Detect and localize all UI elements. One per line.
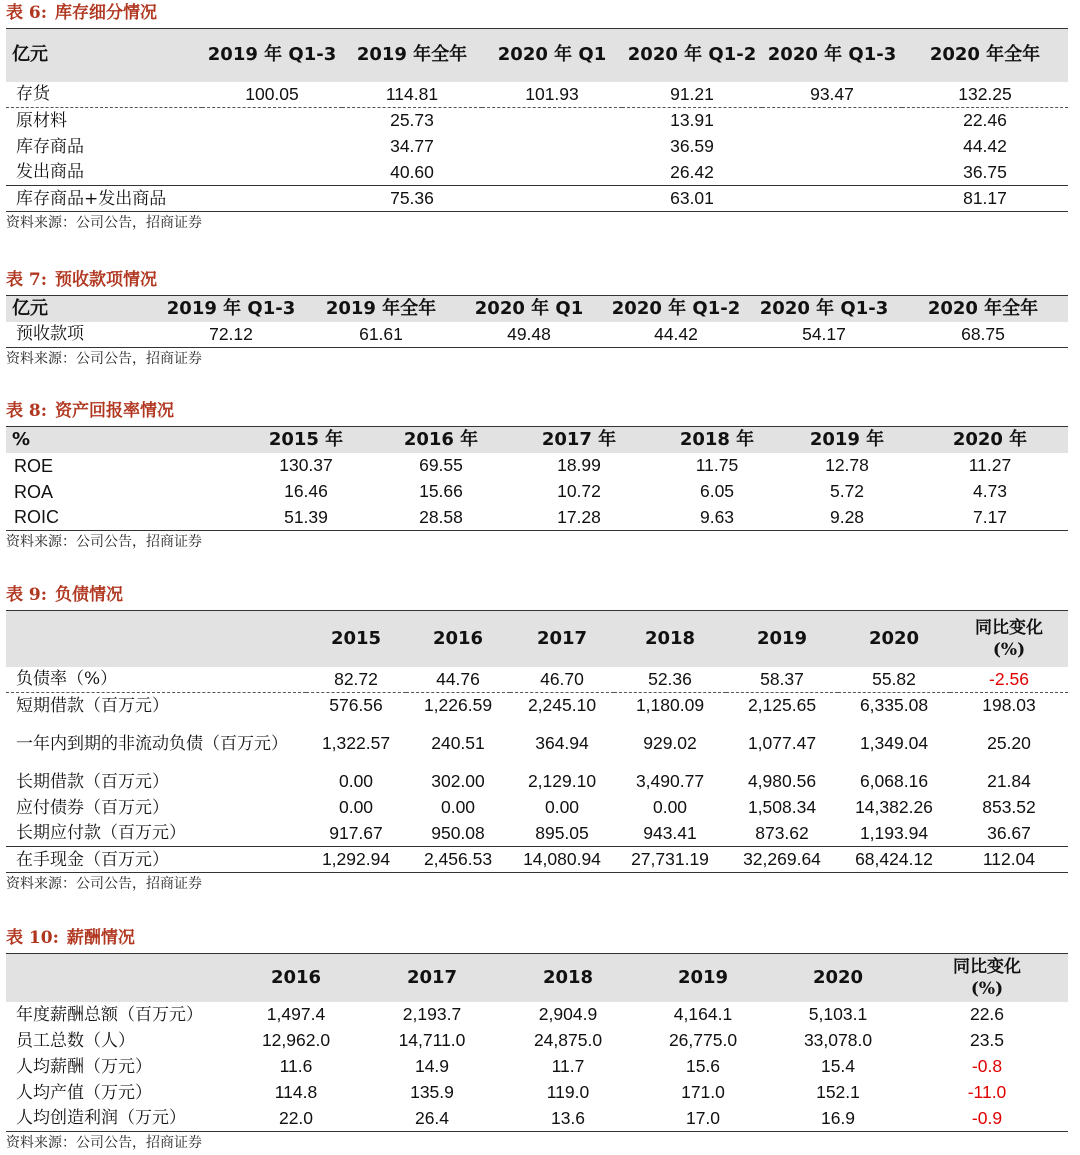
cell: 0.00	[652, 797, 688, 817]
cell: 40.60	[390, 161, 434, 182]
cell: 0.00	[544, 797, 580, 817]
row-label: ROIC	[14, 507, 59, 528]
cell	[482, 160, 622, 186]
cell: 68,424.12	[855, 849, 933, 869]
table-row	[6, 1080, 1068, 1106]
cell: 11.6	[279, 1056, 313, 1076]
cell: 26,775.0	[668, 1030, 738, 1050]
table-8-title: 表 8: 资产回报率情况	[6, 401, 175, 421]
table-7-section	[6, 267, 1068, 370]
cell: 4,164.1	[673, 1004, 733, 1024]
cell: 12.78	[825, 455, 869, 475]
cell	[762, 160, 902, 186]
row-label: 年度薪酬总额（百万元）	[16, 1004, 203, 1025]
cell: 17.0	[685, 1107, 721, 1128]
cell: 24,875.0	[533, 1030, 603, 1050]
row-label: 员工总数（人）	[16, 1030, 135, 1051]
cell: 22.0	[278, 1107, 314, 1128]
cell: 15.66	[419, 481, 463, 501]
source-note: 资料来源：公司公告，招商证券	[6, 351, 202, 367]
cell: 27,731.19	[631, 849, 709, 869]
cell: 25.20	[987, 733, 1031, 753]
cell: 943.41	[643, 822, 697, 843]
cell: 895.05	[535, 822, 589, 843]
table-6-title: 表 6: 库存细分情况	[6, 3, 158, 23]
cell: 132.25	[958, 83, 1012, 104]
cell: 51.39	[284, 506, 328, 527]
cell: 17.28	[557, 506, 601, 527]
source-note: 资料来源：公司公告，招商证券	[6, 534, 202, 550]
table-row	[6, 769, 1068, 795]
table-9-title: 表 9: 负债情况	[6, 585, 124, 605]
cell: 44.42	[654, 323, 698, 344]
cell: -2.56	[989, 668, 1029, 689]
cell: 929.02	[643, 733, 697, 753]
header-cell: 2020 年	[952, 428, 1028, 450]
cell: 4,980.56	[747, 771, 817, 791]
cell: 22.46	[963, 110, 1007, 131]
cell: 11.27	[968, 455, 1012, 475]
cell: 1,077.47	[747, 733, 817, 753]
header-cell: 2017 年	[541, 428, 617, 450]
cell	[202, 186, 342, 212]
cell: 58.37	[760, 668, 804, 689]
inventory-table	[6, 28, 1068, 212]
cell	[482, 108, 622, 134]
cell: 1,322.57	[321, 733, 391, 753]
cell: 7.17	[972, 506, 1008, 527]
cell: 2,129.10	[527, 771, 597, 791]
header-cell: %	[12, 428, 31, 450]
cell: 52.36	[648, 668, 692, 689]
cell: 130.37	[279, 455, 333, 475]
table-row	[6, 82, 1068, 108]
cell: 2,125.65	[747, 695, 817, 716]
cell: 873.62	[755, 822, 809, 843]
header-cell: 2016 年	[403, 428, 479, 450]
cell: 54.17	[802, 323, 846, 344]
cell: -0.9	[971, 1107, 1003, 1128]
row-label: 人均产值（万元）	[16, 1082, 152, 1103]
cell: 69.55	[419, 455, 463, 475]
cell: 364.94	[535, 733, 589, 753]
cell: 114.8	[274, 1082, 318, 1102]
cell: 44.76	[436, 668, 480, 689]
table-row	[6, 186, 1068, 212]
table-row	[6, 505, 1068, 531]
cell: 36.59	[670, 136, 714, 156]
row-label: 应付债券（百万元）	[16, 797, 169, 818]
header-cell: 2018 年	[679, 428, 755, 450]
cell: 81.17	[963, 188, 1007, 208]
cell: 950.08	[431, 822, 485, 843]
table-row	[6, 847, 1068, 873]
cell: 1,193.94	[859, 822, 929, 843]
row-label: 存货	[16, 84, 50, 105]
cell: 93.47	[810, 83, 854, 104]
cell: 36.75	[963, 161, 1007, 182]
cell: 6,068.16	[859, 771, 929, 791]
cell: 1,508.34	[747, 797, 817, 817]
table-row	[6, 719, 1068, 769]
advance-receipts-table	[6, 295, 1068, 348]
cell: 2,193.7	[402, 1004, 462, 1024]
table-row	[6, 1028, 1068, 1054]
cell: 101.93	[525, 83, 579, 104]
cell: 11.7	[551, 1056, 585, 1076]
row-label: 一年内到期的非流动负债（百万元）	[16, 733, 288, 754]
header-cell: 2016	[270, 966, 322, 988]
row-label: 长期应付款（百万元）	[16, 823, 186, 844]
header-cell: 2016	[432, 627, 484, 649]
header-cell: 2019 年	[809, 428, 885, 450]
row-label: 负债率（%）	[16, 669, 118, 690]
cell: 135.9	[410, 1082, 454, 1102]
header-cell: 2019 年全年	[356, 44, 468, 66]
cell: 49.48	[507, 323, 551, 344]
table-row	[6, 1106, 1068, 1132]
header-cell: 2020 年 Q1-3	[759, 297, 889, 319]
cell: 0.00	[440, 797, 476, 817]
table-9-section	[6, 582, 1068, 895]
table-row	[6, 693, 1068, 719]
liabilities-table	[6, 610, 1068, 873]
cell	[762, 134, 902, 160]
header-cell: 2015	[330, 627, 382, 649]
header-cell: 2020	[812, 966, 864, 988]
cell: -11.0	[967, 1082, 1007, 1102]
cell: 4.73	[972, 481, 1008, 501]
cell: 36.67	[987, 822, 1031, 843]
cell: 1,349.04	[859, 733, 929, 753]
source-note: 资料来源：公司公告，招商证券	[6, 1135, 202, 1151]
cell: 16.46	[284, 481, 328, 501]
cell: 5,103.1	[808, 1004, 868, 1024]
cell: 21.84	[987, 771, 1031, 791]
cell: 853.52	[982, 797, 1036, 817]
header-cell: 2019 年全年	[325, 297, 437, 319]
cell: 15.4	[820, 1056, 856, 1076]
cell: 68.75	[961, 323, 1005, 344]
table-row	[6, 453, 1068, 479]
cell: 15.6	[685, 1056, 721, 1076]
cell: 9.63	[699, 506, 735, 527]
header-cell: 2019 年 Q1-3	[166, 297, 296, 319]
cell: 2,456.53	[423, 849, 493, 869]
header-cell: 2020 年全年	[929, 44, 1041, 66]
cell: 171.0	[681, 1082, 725, 1102]
table-row	[6, 795, 1068, 821]
cell: 13.6	[550, 1107, 586, 1128]
source-note: 资料来源：公司公告，招商证券	[6, 876, 202, 892]
cell: 33,078.0	[803, 1030, 873, 1050]
table-10-title: 表 10: 薪酬情况	[6, 928, 135, 948]
cell	[482, 134, 622, 160]
source-note: 资料来源：公司公告，招商证券	[6, 215, 202, 231]
cell: 28.58	[419, 506, 463, 527]
table-row	[6, 1002, 1068, 1028]
header-cell: 亿元	[12, 44, 48, 66]
row-label: 库存商品+发出商品	[16, 188, 167, 209]
cell: 44.42	[963, 136, 1007, 156]
cell	[202, 134, 342, 160]
header-cell: 2017	[406, 966, 458, 988]
cell: 917.67	[329, 822, 383, 843]
cell: -0.8	[971, 1056, 1003, 1076]
header-cell: 2015 年	[268, 428, 344, 450]
header-cell: 2018	[542, 966, 594, 988]
header-cell: 2020 年 Q1	[474, 297, 584, 319]
header-cell: 同比变化 (%)	[953, 956, 1021, 999]
cell: 55.82	[872, 668, 916, 689]
cell: 63.01	[670, 188, 714, 208]
cell: 0.00	[338, 797, 374, 817]
cell: 14.9	[414, 1056, 450, 1076]
row-label: ROE	[14, 455, 54, 476]
header-cell	[6, 611, 306, 667]
cell: 2,245.10	[527, 695, 597, 716]
cell: 18.99	[557, 455, 601, 475]
header-cell: 2019 年 Q1-3	[207, 44, 337, 66]
cell	[762, 108, 902, 134]
table-7-title: 表 7: 预收款项情况	[6, 270, 158, 290]
cell	[202, 160, 342, 186]
header-cell: 2019	[677, 966, 729, 988]
table-row	[6, 322, 1068, 348]
table-row	[6, 667, 1068, 693]
table-10-section	[6, 925, 1068, 1154]
row-label: 在手现金（百万元）	[16, 849, 169, 870]
cell: 32,269.64	[743, 849, 821, 869]
cell: 16.9	[820, 1107, 856, 1128]
cell: 13.91	[670, 110, 714, 131]
header-cell: 2017	[536, 627, 588, 649]
cell: 10.72	[557, 481, 601, 501]
cell: 576.56	[329, 695, 383, 716]
row-label: 短期借款（百万元）	[16, 695, 169, 716]
cell: 26.4	[414, 1107, 450, 1128]
cell: 61.61	[359, 323, 403, 344]
cell: 302.00	[431, 771, 485, 791]
cell: 5.72	[829, 481, 865, 501]
cell: 198.03	[982, 695, 1036, 716]
compensation-table	[6, 953, 1068, 1132]
header-cell: 2020 年 Q1-2	[611, 297, 741, 319]
cell: 26.42	[670, 161, 714, 182]
cell	[482, 186, 622, 212]
cell: 112.04	[982, 849, 1036, 869]
header-cell: 2020 年 Q1-3	[767, 44, 897, 66]
cell: 2,904.9	[538, 1004, 598, 1024]
header-cell: 2018	[644, 627, 696, 649]
table-row	[6, 479, 1068, 505]
cell: 3,490.77	[635, 771, 705, 791]
cell: 100.05	[245, 83, 299, 104]
table-row	[6, 160, 1068, 186]
cell: 22.6	[969, 1004, 1005, 1024]
table-row	[6, 821, 1068, 847]
cell: 46.70	[540, 668, 584, 689]
row-label: 库存商品	[16, 136, 84, 157]
table-row	[6, 108, 1068, 134]
header-cell: 2019	[756, 627, 808, 649]
cell: 11.75	[695, 455, 739, 475]
cell: 34.77	[390, 136, 434, 156]
cell: 119.0	[546, 1082, 590, 1102]
table-row	[6, 1054, 1068, 1080]
cell: 1,497.4	[266, 1004, 326, 1024]
header-cell: 2020 年 Q1-2	[627, 44, 757, 66]
cell: 72.12	[209, 323, 253, 344]
cell: 82.72	[334, 668, 378, 689]
table-8-section	[6, 398, 1068, 553]
header-cell	[6, 954, 228, 1002]
header-cell: 亿元	[12, 297, 48, 319]
cell: 240.51	[431, 733, 485, 753]
row-label: ROA	[14, 481, 54, 502]
row-label: 发出商品	[16, 162, 84, 183]
header-cell: 2020 年全年	[927, 297, 1039, 319]
cell: 1,292.94	[321, 849, 391, 869]
header-cell: 2020	[868, 627, 920, 649]
cell: 75.36	[390, 188, 434, 208]
header-cell: 同比变化 (%)	[975, 617, 1043, 660]
cell: 12,962.0	[261, 1030, 331, 1050]
cell: 23.5	[969, 1030, 1005, 1050]
cell: 1,226.59	[423, 695, 493, 716]
cell: 6.05	[699, 481, 735, 501]
table-row	[6, 134, 1068, 160]
cell: 14,711.0	[398, 1030, 466, 1050]
cell: 0.00	[338, 771, 374, 791]
row-label: 预收款项	[16, 324, 84, 345]
row-label: 原材料	[16, 110, 67, 131]
header-cell: 2020 年 Q1	[497, 44, 607, 66]
cell: 91.21	[670, 83, 714, 104]
cell: 14,382.26	[855, 797, 933, 817]
cell: 1,180.09	[635, 695, 705, 716]
cell: 9.28	[829, 506, 865, 527]
cell: 14,080.94	[523, 849, 601, 869]
row-label: 长期借款（百万元）	[16, 771, 169, 792]
return-on-assets-table	[6, 426, 1068, 531]
table-6-section	[6, 0, 1068, 234]
row-label: 人均创造利润（万元）	[16, 1108, 186, 1129]
cell: 25.73	[390, 110, 434, 131]
cell	[202, 108, 342, 134]
cell: 6,335.08	[859, 695, 929, 716]
cell: 114.81	[385, 83, 439, 104]
row-label: 人均薪酬（万元）	[16, 1056, 152, 1077]
cell: 152.1	[816, 1082, 860, 1102]
cell	[762, 186, 902, 212]
